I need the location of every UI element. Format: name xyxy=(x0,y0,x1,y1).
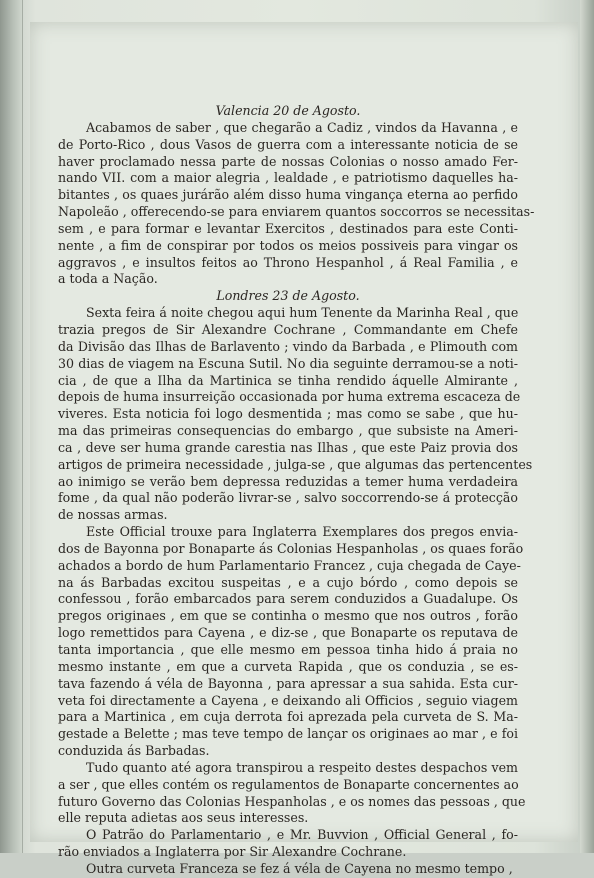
text-line: Sexta feira á noite chegou aqui hum Tenente da Marinha Real , que xyxy=(86,305,519,321)
text-line: fome , da qual não poderão livrar-se , salvo soccorrendo-se á protecção xyxy=(58,490,518,506)
text-line: elle reputa adietas aos seus interesses. xyxy=(58,810,309,826)
text-line: tava fazendo á véla de Bayonna , para apressar a sua sahida. Esta cur- xyxy=(58,675,518,691)
text-line: Este Official trouxe para Inglaterra Exemplares dos pregos envia- xyxy=(86,524,518,540)
text-line: de Porto-Rico , dous Vasos de guerra com a interessante noticia de se xyxy=(58,136,518,152)
text-line: mesmo instante , em que a curveta Rapida , que os conduzia , se es- xyxy=(58,658,518,674)
text-line: na ás Barbadas excitou suspeitas , e a cujo bórdo , como depois se xyxy=(58,574,518,590)
text-line: depois de huma insurreição occasionada por huma extrema escaceza de xyxy=(58,389,521,405)
text-line: ao inimigo se verão bem depressa reduzidas a temer huma verdadeira xyxy=(58,473,518,489)
text-line: Acabamos de saber , que chegarão a Cadiz , vindos da Havanna , e xyxy=(86,119,518,135)
text-line: futuro Governo das Colonias Hespanholas , e os nomes das pessoas , que xyxy=(58,793,526,809)
article-paragraph xyxy=(58,827,518,861)
text-line: confessou , forão embarcados para serem conduzidos a Guadalupe. Os xyxy=(58,591,518,607)
article-paragraph xyxy=(58,305,533,524)
text-line: dos de Bayonna por Bonaparte ás Colonias Hespanholas , os quaes forão xyxy=(58,540,524,556)
text-line: tanta importancia , que elle mesmo em pessoa tinha hido á praia no xyxy=(58,642,518,657)
book-binding-edge xyxy=(0,0,23,853)
article-paragraph xyxy=(58,119,535,288)
text-line: aggravos , e insultos feitos ao Throno Hespanhol , á Real Familia , e xyxy=(58,254,518,270)
text-line: nente , a fim de conspirar por todos os meios possiveis para vingar os xyxy=(58,237,518,253)
page-right-edge xyxy=(580,0,594,853)
text-line: de nossas armas. xyxy=(58,507,168,523)
text-line: ca , deve ser huma grande carestia nas Ilhas , que este Paiz provia dos xyxy=(58,439,518,455)
text-line: viveres. Esta noticia foi logo desmentida ; mas como se sabe , que hu- xyxy=(58,406,518,422)
text-line: Napoleão , offerecendo-se para enviarem quantos soccorros se necessitas- xyxy=(58,204,535,220)
text-line: conduzida ás Barbadas. xyxy=(58,743,210,759)
text-line: da Divisão das Ilhas de Barlavento ; vindo da Barbada , e Plimouth com xyxy=(58,338,518,354)
text-line: Outra curveta Franceza se fez á véla de Cayena no mesmo tempo , xyxy=(86,860,513,876)
text-line: rão enviados a Inglaterra por Sir Alexandre Cochrane. xyxy=(58,844,407,860)
text-line: pregos originaes , em que se continha o mesmo que nos outros , forão xyxy=(58,608,518,624)
text-line: ma das primeiras consequencias do embargo , que subsiste na Ameri- xyxy=(58,423,518,439)
text-line: sem , e para formar e levantar Exercitos , destinados para este Conti- xyxy=(58,220,518,236)
article-heading: Londres 23 de Agosto. xyxy=(216,288,360,304)
text-line: gestade a Belette ; mas teve tempo de lançar os originaes ao mar , e foi xyxy=(58,726,518,742)
article-paragraph xyxy=(58,759,526,827)
text-line: a ser , que elles contém os regulamentos de Bonaparte concernentes ao xyxy=(58,776,519,792)
text-line: achados a bordo de hum Parlamentario Francez , cuja chegada de Caye- xyxy=(58,557,521,573)
article-paragraph xyxy=(58,524,524,760)
article-paragraph xyxy=(58,861,518,878)
text-line: cia , de que a Ilha da Martinica se tinha rendido áquelle Almirante , xyxy=(58,372,518,388)
text-line: O Patrão do Parlamentario , e Mr. Buvvion , Official General , fo- xyxy=(86,827,518,843)
text-line: haver proclamado nessa parte de nossas Colonias o nosso amado Fer- xyxy=(58,153,518,169)
text-line: 30 dias de viagem na Escuna Sutil. No dia seguinte derramou-se a noti- xyxy=(58,355,518,371)
text-line: bitantes , os quaes jurárão além disso huma vingança eterna ao perfido xyxy=(58,187,518,203)
text-line: trazia pregos de Sir Alexandre Cochrane , Commandante em Chefe xyxy=(58,321,518,337)
text-line: a toda a Nação. xyxy=(58,271,158,287)
text-line: Tudo quanto até agora transpirou a respeito destes despachos vem xyxy=(86,759,518,775)
newspaper-text xyxy=(58,103,535,878)
text-line: para a Martinica , em cuja derrota foi aprezada pela curveta de S. Ma- xyxy=(58,709,518,725)
text-line: nando VII. com a maior alegria , lealdade , e patriotismo daquelles ha- xyxy=(58,170,518,186)
article-heading: Valencia 20 de Agosto. xyxy=(215,103,361,118)
text-line: artigos de primeira necessidade , julga-se , que algumas das pertencentes xyxy=(58,456,533,472)
text-line: logo remettidos para Cayena , e diz-se , que Bonaparte os reputava de xyxy=(58,625,518,641)
text-line: veta foi directamente a Cayena , e deixando ali Officios , seguio viagem xyxy=(58,692,518,708)
